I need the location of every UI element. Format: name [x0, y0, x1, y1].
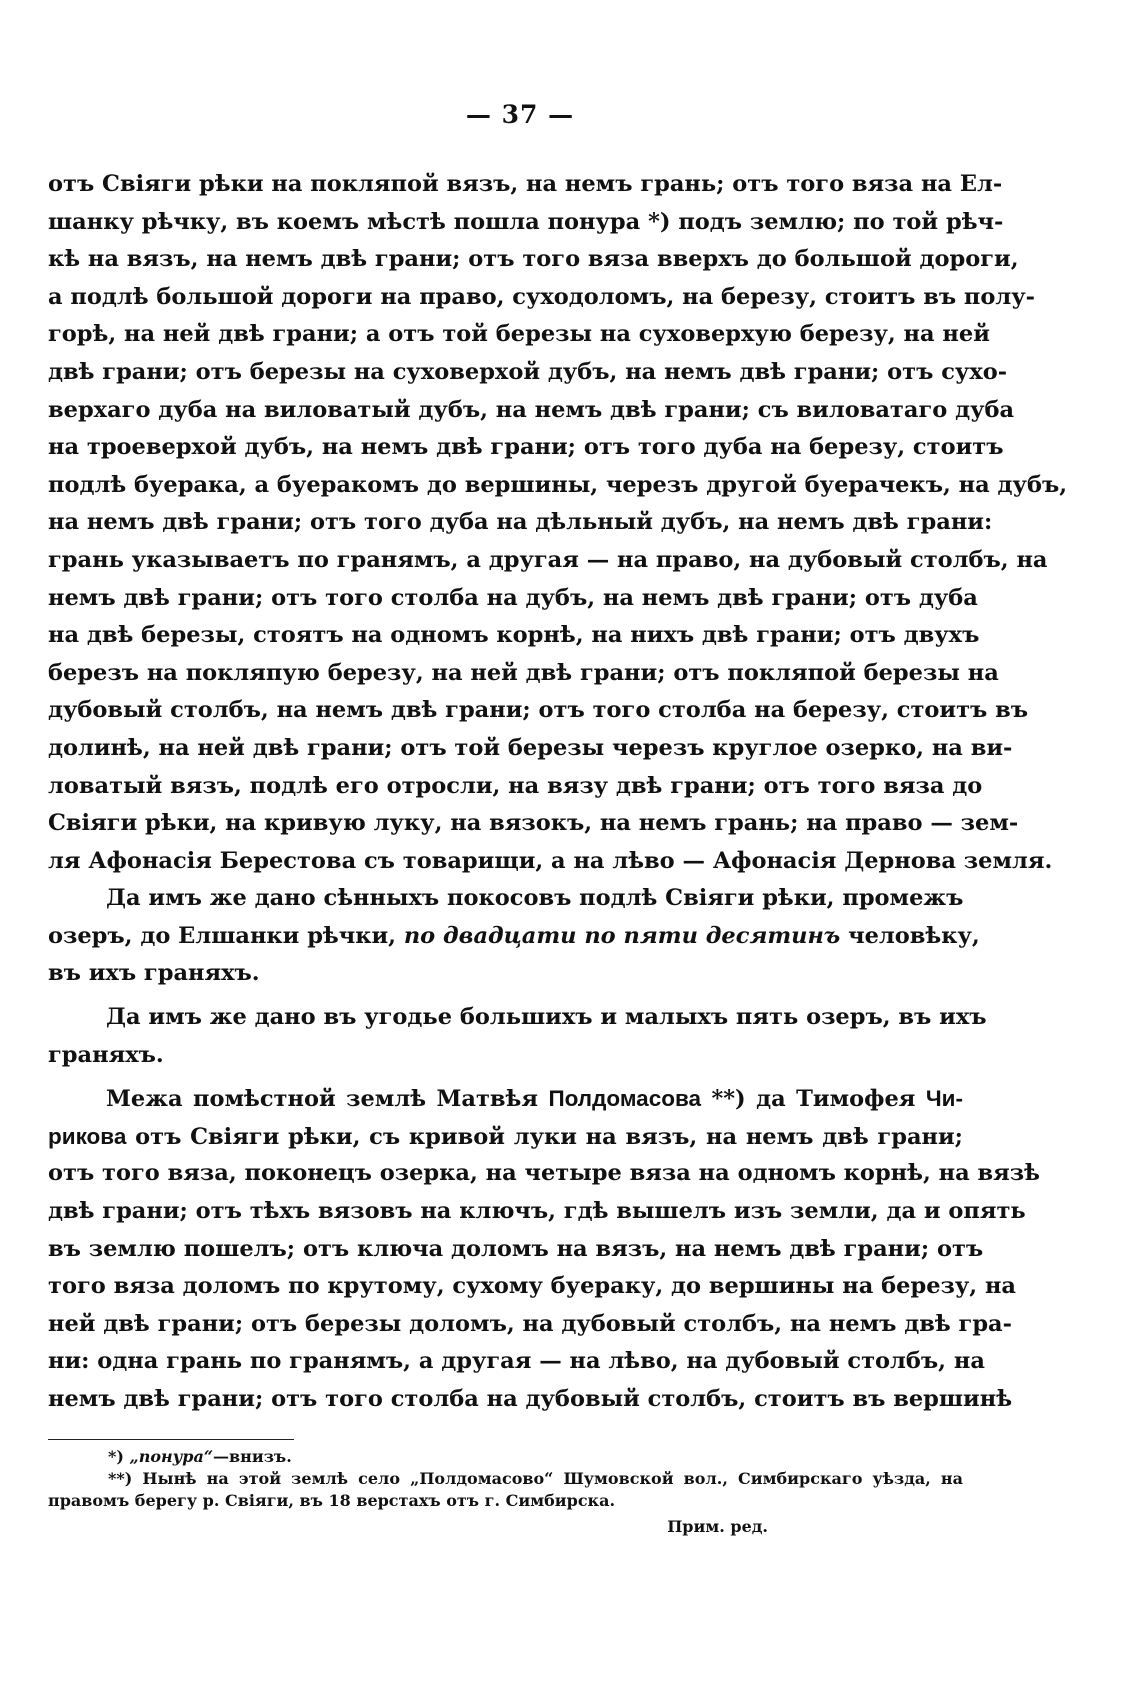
text-line: немъ двѣ грани; отъ того столба на дубовый столбъ, стоитъ въ вершинѣ: [48, 1386, 1013, 1412]
text-line: Да имъ же дано сѣнныхъ покосовъ подлѣ Свіяги рѣки, промежъ: [106, 885, 964, 912]
text-line: подлѣ буерака, а буеракомъ до вершины, черезъ другой буерачекъ, на дубъ,: [48, 471, 1068, 498]
footnote-2-line-2: правомъ берегу р. Свіяги, въ 18 верстахъ отъ г. Симбирска.: [48, 1491, 616, 1510]
text-line: въ землю пошелъ; отъ ключа доломъ на вязъ, на немъ двѣ грани; отъ: [48, 1235, 984, 1262]
text-span: Межа помѣстной землѣ Матвѣя: [106, 1086, 549, 1113]
footnote-divider: [48, 1439, 294, 1440]
paragraph-2: [48, 880, 980, 993]
text-line: ни: одна грань по гранямъ, а другая — на лѣво, на дубовый столбъ, на: [48, 1348, 985, 1375]
text-line: кѣ на вязъ, на немъ двѣ грани; отъ того вяза вверхъ до большой дороги,: [48, 246, 1019, 273]
surname-polldomasov: Полдомасова: [548, 1086, 701, 1112]
paragraph-4: [48, 1080, 1040, 1418]
text-line: двѣ грани; отъ березы на суховерхой дубъ, на немъ двѣ грани; отъ сухо-: [48, 358, 1008, 385]
footnote-marker: *): [108, 1447, 130, 1466]
text-line: того вяза доломъ по крутому, сухому буераку, до вершины на березу, на: [48, 1273, 1017, 1300]
text-span: человѣку,: [840, 922, 980, 949]
text-span: **) да Тимофея: [701, 1086, 926, 1113]
text-line: Свіяги рѣки, на кривую луку, на вязокъ, на немъ грань; на право — зем-: [48, 810, 1019, 837]
text-span: озеръ, до Елшанки рѣчки,: [48, 922, 404, 949]
paragraph-3: [48, 999, 987, 1074]
footnote-term: „понура“: [129, 1447, 214, 1466]
footnote-1: [48, 1446, 963, 1468]
text-line: граняхъ.: [48, 1041, 164, 1068]
body-text: [48, 166, 1068, 1419]
text-line: на немъ двѣ грани; отъ того дуба на дѣльный дубъ, на немъ двѣ грани:: [48, 509, 993, 536]
text-line: [48, 1080, 963, 1118]
text-line: ней двѣ грани; отъ березы доломъ, на дубовый столбъ, на немъ двѣ гра-: [48, 1310, 1012, 1337]
text-line: двѣ грани; отъ тѣхъ вязовъ на ключъ, гдѣ вышелъ изъ земли, да и опять: [48, 1198, 1026, 1225]
text-line: горѣ, на ней двѣ грани; а отъ той березы на суховерхую березу, на ней: [48, 321, 990, 348]
text-line: шанку рѣчку, въ коемъ мѣстѣ пошла понура *) подъ землю; по той рѣч-: [48, 208, 1004, 235]
text-line: Да имъ же дано въ угодье большихъ и малыхъ пять озеръ, въ ихъ: [106, 1004, 987, 1031]
text-line: на троеверхой дубъ, на немъ двѣ грани; отъ того дуба на березу, стоитъ: [48, 434, 1004, 461]
surname-chirikov-part1: Чи-: [925, 1086, 963, 1112]
text-line: на двѣ березы, стоятъ на одномъ корнѣ, на нихъ двѣ грани; отъ двухъ: [48, 622, 980, 649]
text-line: [48, 1118, 963, 1156]
footnotes: [48, 1446, 963, 1538]
text-line: отъ Свіяги рѣки на покляпой вязъ, на немъ грань; отъ того вяза на Ел-: [48, 171, 1003, 197]
text-line: отъ того вяза, поконецъ озерка, на четыре вяза на одномъ корнѣ, на вязѣ: [48, 1160, 1040, 1187]
surname-chirikov-part2: рикова: [48, 1123, 127, 1149]
footnote-text: —внизъ.: [213, 1447, 292, 1466]
text-line: долинѣ, на ней двѣ грани; отъ той березы черезъ круглое озерко, на ви-: [48, 734, 1013, 761]
text-line: немъ двѣ грани; отъ того столба на дубъ, на немъ двѣ грани; отъ дуба: [48, 584, 978, 611]
paragraph-1: [48, 166, 1068, 880]
text-line: березъ на покляпую березу, на ней двѣ грани; отъ покляпой березы на: [48, 659, 999, 686]
text-line: верхаго дуба на виловатый дубъ, на немъ двѣ грани; съ виловатаго дуба: [48, 396, 1015, 423]
text-line: [48, 918, 980, 956]
italic-text: по двадцати по пяти десятинъ: [403, 922, 841, 949]
text-line: въ ихъ граняхъ.: [48, 960, 260, 987]
text-span: отъ Свіяги рѣки, съ кривой луки на вязъ, на немъ двѣ грани;: [126, 1123, 963, 1150]
text-line: ловатый вязъ, подлѣ его отросли, на вязу двѣ грани; отъ того вяза до: [48, 772, 983, 799]
page-number: — 37 —: [465, 100, 575, 129]
text-line: а подлѣ большой дороги на право, суходоломъ, на березу, стоитъ въ полу-: [48, 283, 1036, 310]
text-line: дубовый столбъ, на немъ двѣ грани; отъ того столба на березу, стоитъ въ: [48, 697, 1029, 724]
editor-note: Прим. ред.: [667, 1517, 768, 1536]
footnote-2-line-1: **) Нынѣ на этой землѣ село „Полдомасово“ Шумовской вол., Симбирскаго уѣзда, на: [108, 1469, 963, 1488]
text-line: ля Афонасія Берестова съ товарищи, а на лѣво — Афонасія Дернова земля.: [48, 847, 1053, 874]
text-line: грань указываетъ по гранямъ, а другая — на право, на дубовый столбъ, на: [48, 546, 1048, 573]
